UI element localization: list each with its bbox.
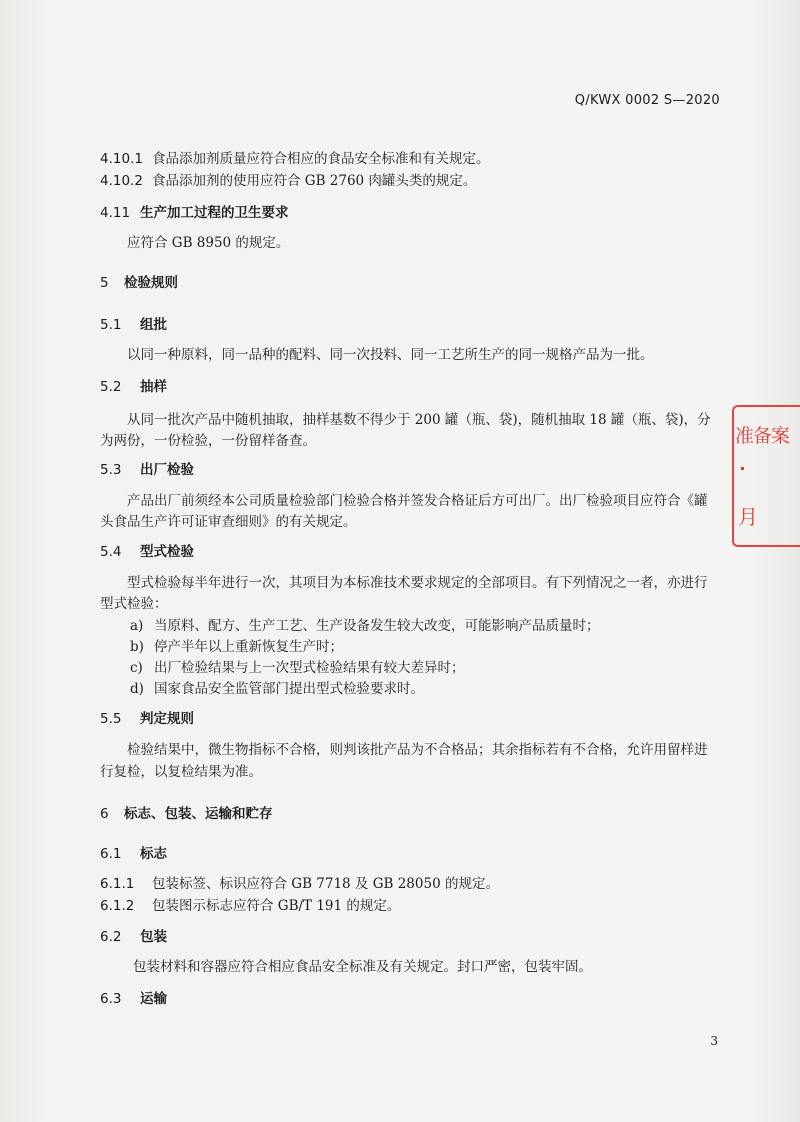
heading-number: 5.5 [100,711,122,727]
clause-4-10-2 [100,171,476,191]
heading-6-3 [100,989,167,1009]
list-item [130,658,465,678]
paragraph-line: 行复检，以复检结果为准。 [100,764,262,780]
paragraph-line: 产品出厂前须经本公司质量检验部门检验合格并签发合格证后方可出厂。出厂检验项目应符合《罐 [127,493,708,509]
paragraph: 应符合 GB 8950 的规定。 [127,235,290,251]
clause-6-1-2 [100,896,400,916]
list-marker: c) [130,660,143,676]
paragraph: 包装材料和容器应符合相应食品安全标准及有关规定。封口严密，包装牢固。 [133,959,592,975]
clause-4-10-1 [100,149,490,169]
heading-6-1 [100,844,167,864]
page-number: 3 [710,1034,718,1048]
list-item-text: 出厂检验结果与上一次型式检验结果有较大差异时； [154,660,465,676]
heading-title: 标志、包装、运输和贮存 [124,806,273,822]
list-item [130,679,424,699]
list-marker: b) [130,639,144,655]
heading-title: 判定规则 [140,711,194,727]
heading-5-5 [100,709,194,729]
clause-text: 食品添加剂质量应符合相应的食品安全标准和有关规定。 [152,151,490,167]
heading-4-11 [100,203,289,223]
heading-number: 5.1 [100,317,122,333]
heading-number: 6.3 [100,991,122,1007]
heading-number: 6.1 [100,846,122,862]
paragraph-line: 头食品生产许可证审查细则》的有关规定。 [100,514,357,530]
clause-number: 4.10.2 [100,173,143,189]
heading-number: 5.4 [100,544,122,560]
heading-title: 标志 [140,846,167,862]
list-marker: a) [130,618,144,634]
list-item-text: 当原料、配方、生产工艺、生产设备发生较大改变，可能影响产品质量时； [154,618,600,634]
clause-text: 食品添加剂的使用应符合 GB 2760 肉罐头类的规定。 [152,173,477,189]
paragraph-line: 为两份，一份检验，一份留样备查。 [100,433,316,449]
paragraph-line: 型式检验： [100,596,168,612]
clause-number: 6.1.1 [100,876,135,892]
heading-6 [100,804,273,824]
list-item-text: 国家食品安全监管部门提出型式检验要求时。 [154,681,424,697]
heading-number: 5.3 [100,462,122,478]
paragraph-line: 型式检验每半年进行一次，其项目为本标准技术要求规定的全部项目。有下列情况之一者，亦进行 [127,575,708,591]
paragraph: 以同一种原料，同一品种的配料、同一次投料、同一工艺所生产的同一规格产品为一批。 [127,347,654,363]
heading-title: 型式检验 [140,544,194,560]
heading-number: 4.11 [100,205,131,221]
heading-title: 检验规则 [124,275,178,291]
heading-title: 抽样 [140,379,167,395]
filing-stamp [732,405,800,547]
standard-code-header: Q/KWX 0002 S—2020 [574,93,720,108]
heading-5-3 [100,460,194,480]
clause-text: 包装图示标志应符合 GB/T 191 的规定。 [152,898,401,914]
clause-6-1-1 [100,874,499,894]
list-marker: d) [130,681,144,697]
clause-number: 6.1.2 [100,898,135,914]
stamp-dot [741,467,744,470]
clause-text: 包装标签、标识应符合 GB 7718 及 GB 28050 的规定。 [152,876,499,892]
heading-5-4 [100,542,194,562]
stamp-bottom-text: 月 [738,505,758,529]
list-item [130,637,343,657]
heading-5-2 [100,377,167,397]
clause-number: 4.10.1 [100,151,143,167]
heading-number: 6 [100,806,109,822]
heading-5-1 [100,315,167,335]
stamp-top-text: 准备案 [735,425,790,447]
heading-6-2 [100,927,167,947]
heading-title: 运输 [140,991,167,1007]
list-item-text: 停产半年以上重新恢复生产时； [154,639,343,655]
heading-number: 5 [100,275,109,291]
heading-number: 5.2 [100,379,122,395]
heading-title: 出厂检验 [140,462,194,478]
paragraph-line: 从同一批次产品中随机抽取，抽样基数不得少于 200 罐（瓶、袋)，随机抽取 18 罐（瓶、袋)，分 [127,412,711,428]
heading-number: 6.2 [100,929,122,945]
heading-title: 包装 [140,929,167,945]
heading-title: 组批 [140,317,167,333]
list-item [130,616,600,636]
heading-title: 生产加工过程的卫生要求 [140,205,289,221]
heading-5 [100,273,178,293]
paragraph-line: 检验结果中，微生物指标不合格，则判该批产品为不合格品；其余指标若有不合格，允许用留样进 [127,742,708,758]
